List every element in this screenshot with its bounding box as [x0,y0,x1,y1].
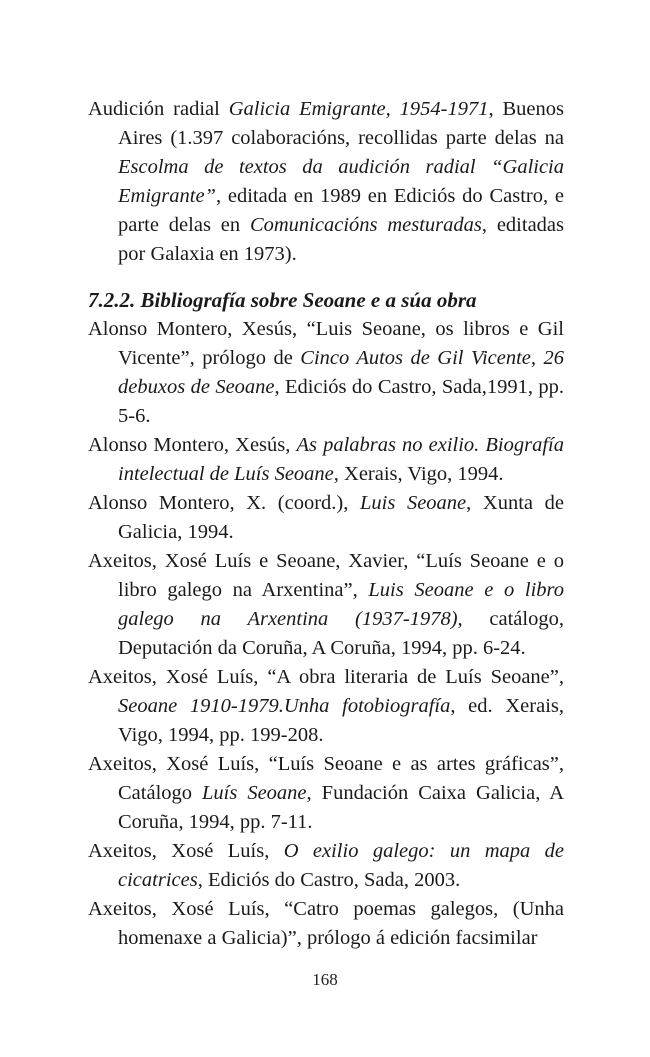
entry-title-italic: Luis Seoane [360,492,467,514]
bibliography-entry [88,547,564,663]
bibliography-entry [88,431,564,489]
entry-title-italic: As palabras no exilio. Biografía intelectual de Luís Seoane [118,434,564,485]
entry-text: Axeitos, Xosé Luís, [88,840,284,862]
bibliography-entry-radio [88,95,564,269]
entry-text: Alonso Montero, X. (coord.), [88,492,360,514]
entry-text: Axeitos, Xosé Luís, “Luís Seoane e as artes gráficas”, Catálogo [88,753,564,804]
entry-title-italic: Luis Seoane e o libro galego na Arxentina (1937-1978) [118,579,564,630]
bibliography-entry [88,750,564,837]
page-body [88,95,564,953]
entry-title-italic: Escolma de textos da audición radial “Galicia Emigrante” [118,156,564,207]
entry-text: , Xerais, Vigo, 1994. [333,463,504,485]
entry-text: Alonso Montero, Xesús, “Luis Seoane, os libros e Gil Vicente”, prólogo de [88,318,564,369]
bibliography-entry [88,315,564,431]
entry-title-italic: Luís Seoane [202,782,307,804]
entry-text: , Buenos Aires (1.397 colaboracións, recollidas parte delas na [118,98,564,149]
bibliography-entry [88,895,564,953]
entry-text: , ed. Xerais, Vigo, 1994, pp. 199-208. [118,695,564,746]
bibliography-entry [88,663,564,750]
entry-text: , editada en 1989 en Ediciós do Castro, e parte delas en [118,185,564,236]
entry-text: , Xunta de Galicia, 1994. [118,492,564,543]
entry-text: , Ediciós do Castro, Sada,1991, pp. 5-6. [118,376,564,427]
bibliography-entry [88,489,564,547]
entry-title-italic: Seoane 1910-1979.Unha fotobiografía [118,695,451,717]
section-heading: 7.2.2. Bibliografía sobre Seoane e a súa obra [88,288,477,312]
entry-title-italic: Comunicacións mesturadas [249,214,482,236]
bibliography-entry [88,837,564,895]
entry-text: , catálogo, Deputación da Coruña, A Coruña, 1994, pp. 6-24. [118,608,564,659]
entry-text: Audición radial [88,98,229,120]
entry-title-italic: O exilio galego: un mapa de cicatrices [118,840,564,891]
entry-text: Axeitos, Xosé Luís, “A obra literaria de Luís Seoane”, [88,666,564,688]
entry-title-italic: Cinco Autos de Gil Vicente, 26 debuxos de Seoane [118,347,565,398]
entry-text: , editadas por Galaxia en 1973). [118,214,564,265]
entry-text: Alonso Montero, Xesús, [88,434,297,456]
entry-text: , Fundación Caixa Galicia, A Coruña, 1994, pp. 7-11. [118,782,564,833]
entry-text: Axeitos, Xosé Luís, “Catro poemas galegos, (Unha homenaxe a Galicia)”, prólogo á edición facsimilar [88,898,564,949]
entry-text: , Ediciós do Castro, Sada, 2003. [197,869,461,891]
page-number: 168 [312,970,338,989]
entry-title-italic: Galicia Emigrante, 1954-1971 [228,98,489,120]
entry-text: Axeitos, Xosé Luís e Seoane, Xavier, “Luís Seoane e o libro galego na Arxentina”, [88,550,564,601]
